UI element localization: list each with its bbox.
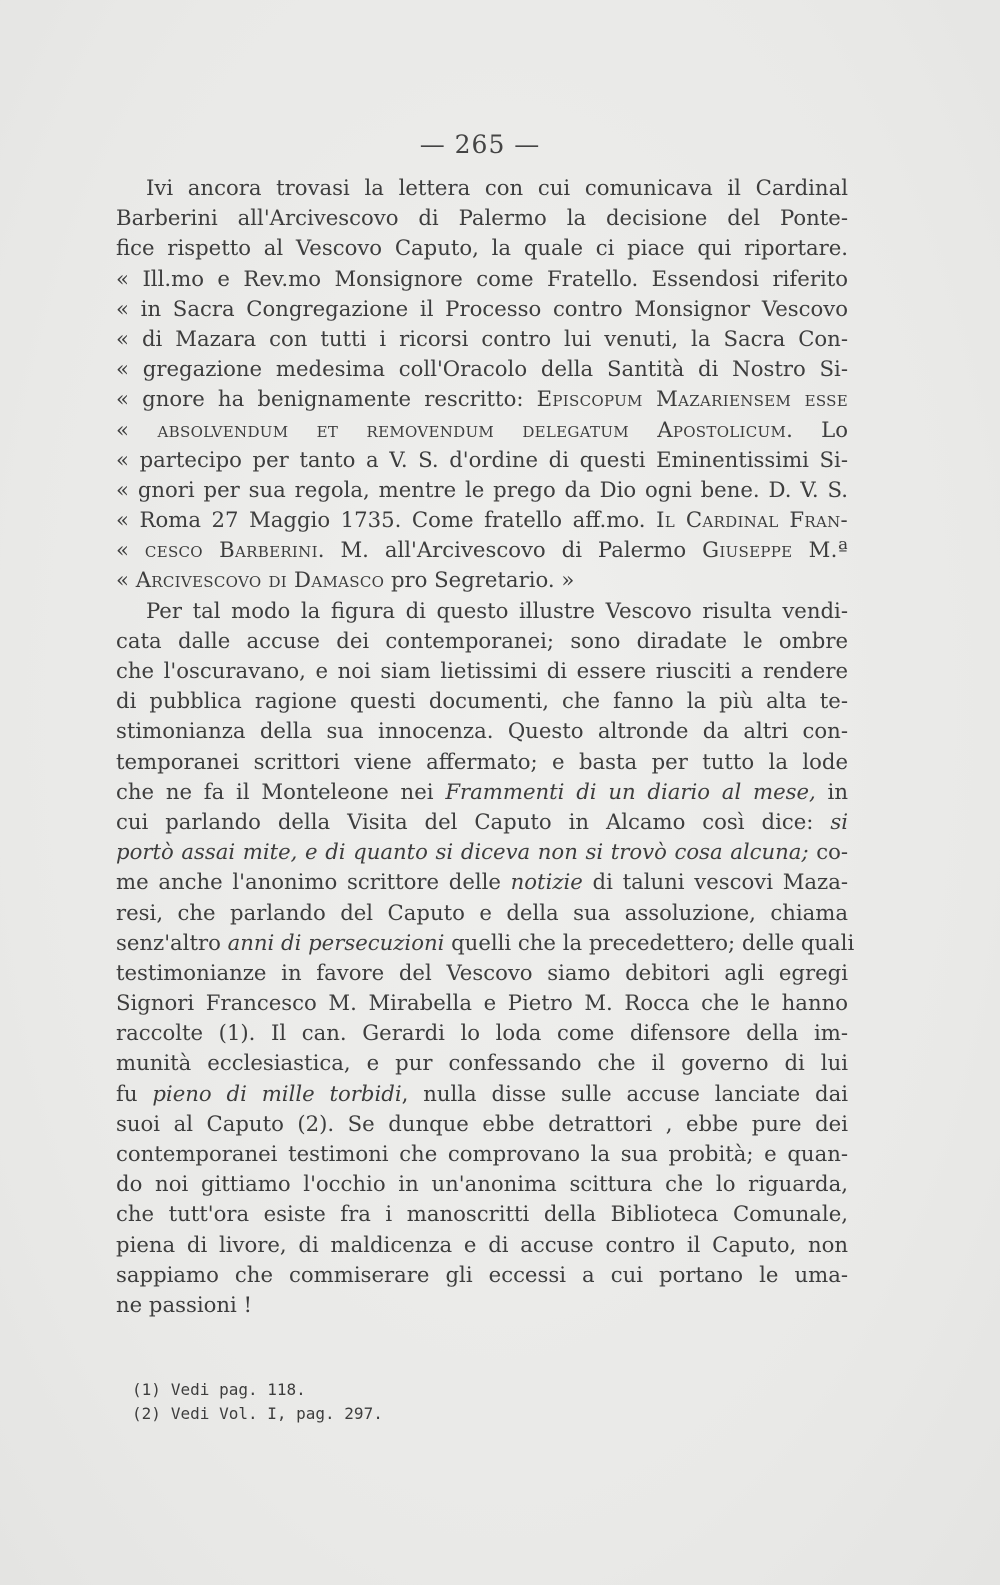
text-line: resi, che parlando del Caputo e della sua assoluzione, chiama: [116, 899, 848, 925]
main-text: [116, 173, 855, 1320]
text-fragment: di taluni vescovi Maza-: [582, 869, 848, 895]
text-fragment: «: [116, 537, 145, 563]
text-line: ne passioni !: [116, 1291, 253, 1317]
text-line: [116, 867, 848, 897]
text-line: « gregazione medesima coll'Oracolo della Santità di Nostro Si-: [116, 356, 848, 382]
italic-quote: portò assai mite, e di quanto si diceva non si trovò cosa alcuna;: [116, 839, 809, 865]
text-line: [116, 1079, 848, 1109]
text-fragment: . M. all'Arcivescovo di Palermo: [317, 537, 703, 563]
text-fragment: in: [815, 778, 848, 804]
text-line: suoi al Caputo (2). Se dunque ebbe detrattori , ebbe pure dei: [116, 1110, 848, 1136]
footnote-text: Vedi pag. 118.: [170, 1380, 306, 1399]
italic-quote: anni di persecuzioni: [227, 929, 445, 955]
signatory-name: Giuseppe M.ª: [702, 537, 849, 563]
text-fragment: Lo: [793, 416, 848, 442]
text-fragment: «: [116, 567, 136, 593]
text-fragment: cui parlando della Visita del Caputo in Alcamo così dice:: [116, 808, 831, 834]
text-fragment: me anche l'anonimo scrittore delle: [116, 869, 511, 895]
text-line: Barberini all'Arcivescovo di Palermo la decisione del Ponte-: [116, 205, 848, 231]
paragraph-conclusion: [116, 596, 855, 1321]
text-fragment: « gnore ha benignamente rescritto:: [116, 386, 537, 412]
text-fragment: co-: [808, 839, 848, 865]
signatory-title: Arcivescovo di Damasco: [135, 567, 385, 593]
footnote-1: [132, 1378, 383, 1402]
text-line: Per tal modo la figura di questo illustre Vescovo risulta vendi-: [146, 597, 848, 623]
text-line: di pubblica ragione questi documenti, che fanno la più alta te-: [116, 688, 848, 714]
text-line: [116, 837, 848, 867]
footnote-number: (2): [132, 1404, 161, 1423]
text-fragment: fu: [116, 1080, 153, 1106]
text-line: « gnori per sua regola, mentre le prego da Dio ogni bene. D. V. S.: [116, 476, 848, 502]
text-line: stimonianza della sua innocenza. Questo altronde da altri con-: [116, 718, 848, 744]
text-line: [116, 807, 848, 837]
signatory-name: cesco Barberini: [144, 537, 318, 563]
text-line: Ivi ancora trovasi la lettera con cui comunicava il Cardinal: [146, 175, 848, 200]
text-line: do noi gittiamo l'occhio in un'anonima scittura che lo riguarda,: [116, 1171, 848, 1197]
text-line: raccolte (1). Il can. Gerardi lo loda come difensore della im-: [116, 1020, 848, 1046]
footnotes: [132, 1378, 383, 1426]
text-line: contemporanei testimoni che comprovano la sua probità; e quan-: [116, 1141, 848, 1166]
text-fragment: quelli che la precedettero; delle quali: [444, 929, 855, 955]
text-fragment: , nulla disse sulle accuse lanciate dai: [401, 1080, 848, 1106]
text-fragment: che ne fa il Monteleone nei: [116, 778, 446, 804]
footnote-2: [132, 1402, 383, 1426]
signatory-name: Il Cardinal Fran-: [656, 507, 848, 533]
italic-quote: si: [830, 808, 848, 834]
footnote-number: (1): [132, 1380, 161, 1399]
italic-title: Frammenti di un diario al mese,: [445, 778, 816, 804]
italic-quote: pieno di mille torbidi: [152, 1080, 402, 1106]
text-line: temporanei scrittori viene affermato; e basta per tutto la lode: [116, 748, 848, 774]
text-line: [116, 928, 855, 958]
text-fragment: pro Segretario. »: [384, 567, 575, 593]
text-line: « in Sacra Congregazione il Processo contro Monsignor Vescovo: [116, 295, 848, 321]
text-line: fice rispetto al Vescovo Caputo, la quale ci piace qui riportare.: [116, 235, 848, 261]
text-line: piena di livore, di maldicenza e di accuse contro il Caputo, non: [116, 1231, 848, 1257]
text-fragment: « Roma 27 Maggio 1735. Come fratello aff.mo.: [116, 507, 657, 533]
text-line: « di Mazara con tutti i ricorsi contro lui venuti, la Sacra Con-: [116, 325, 848, 351]
text-line: « Ill.mo e Rev.mo Monsignore come Fratello. Essendosi riferito: [116, 265, 848, 291]
text-line: [116, 777, 848, 807]
paragraph-letter: [116, 173, 848, 596]
text-line: che l'oscuravano, e noi siam lietissimi di essere riusciti a rendere: [116, 658, 848, 683]
text-line: [116, 415, 848, 445]
text-line: [116, 565, 848, 595]
text-line: munità ecclesiastica, e pur confessando che il governo di lui: [116, 1050, 848, 1076]
text-line: cata dalle accuse dei contemporanei; sono diradate le ombre: [116, 627, 848, 653]
text-line: Signori Francesco M. Mirabella e Pietro M. Rocca che le hanno: [116, 990, 848, 1016]
italic-title: notizie: [510, 869, 583, 895]
text-line: « partecipo per tanto a V. S. d'ordine di questi Eminentissimi Si-: [116, 446, 848, 472]
text-fragment: senz'altro: [116, 929, 228, 955]
footnote-text: Vedi Vol. I, pag. 297.: [170, 1404, 383, 1423]
text-line: testimonianze in favore del Vescovo siamo debitori agli egregi: [116, 959, 848, 985]
text-line: [116, 384, 848, 414]
text-line: che tutt'ora esiste fra i manoscritti della Biblioteca Comunale,: [116, 1201, 848, 1227]
text-line: sappiamo che commiserare gli eccessi a cui portano le uma-: [116, 1261, 848, 1287]
latin-rescript: « absolvendum et removendum delegatum Apostolicum.: [116, 416, 794, 442]
text-line: [116, 505, 848, 535]
text-line: [116, 535, 848, 565]
page-number: — 265 —: [419, 130, 541, 159]
latin-rescript: Episcopum Mazariensem esse: [536, 386, 848, 412]
